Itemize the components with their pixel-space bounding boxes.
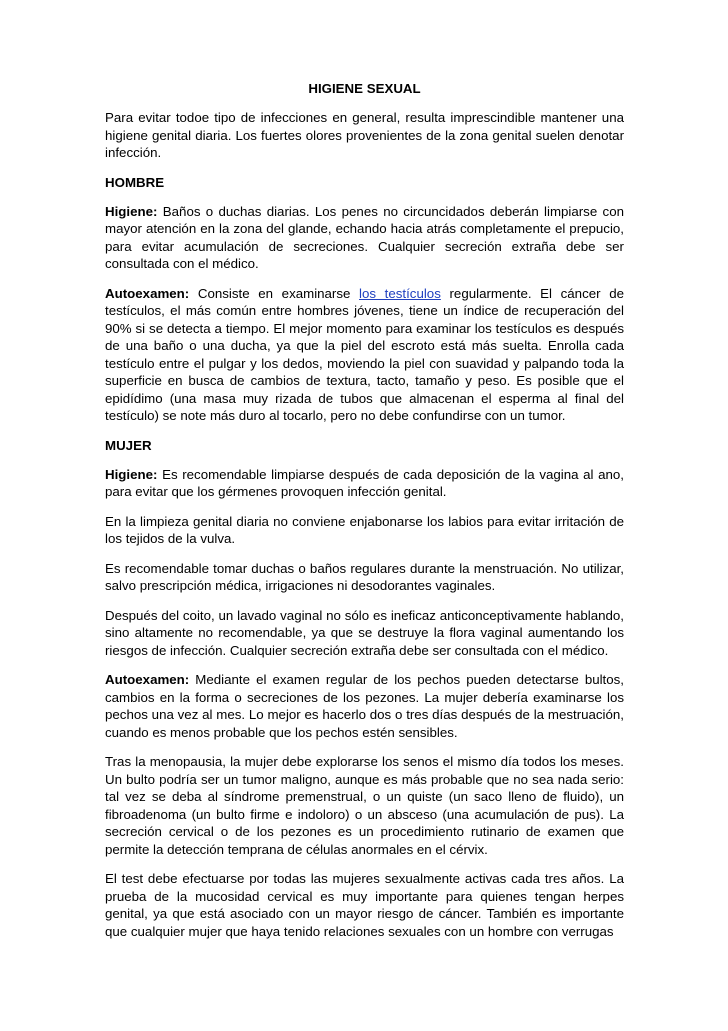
mujer-menopausia-paragraph: Tras la menopausia, la mujer debe explorarse los senos el mismo día todos los meses. Un bulto podría ser un tumor maligno, aunque es más probable que no sea nada serio: tal vez se deba al síndrome premenstrual, o un quiste (un saco lleno de fluido), un fibroadenoma (un bulto firme e indoloro) o un absceso (una acumulación de pus). La secreción cervical o de los pezones es un procedimiento rutinario de examen que permite la detección temprana de células anormales en el cérvix.	[105, 754, 624, 857]
hombre-autoexamen-paragraph	[105, 285, 624, 425]
hombre-autoexamen-text-before: Consiste en examinarse	[189, 285, 360, 301]
hombre-higiene-paragraph	[105, 203, 624, 273]
mujer-limpieza-paragraph: En la limpieza genital diaria no conviene enjabonarse los labios para evitar irritación de los tejidos de la vulva.	[105, 513, 624, 546]
mujer-test-paragraph: El test debe efectuarse por todas las mujeres sexualmente activas cada tres años. La prueba de la mucosidad cervical es muy importante para quienes tengan herpes genital, ya que está asociado con un mayor riesgo de cáncer. También es importante que cualquier mujer que haya tenido relaciones sexuales con un hombre con verrugas	[105, 871, 624, 939]
mujer-autoexamen-label: Autoexamen:	[105, 672, 190, 687]
hombre-autoexamen-label: Autoexamen:	[105, 285, 190, 301]
mujer-coito-paragraph: Después del coito, un lavado vaginal no sólo es ineficaz anticonceptivamente hablando, sino altamente no recomendable, ya que se destruye la flora vaginal aumentando los riesgos de infección. Cualquier secreción extraña debe ser consultada con el médico.	[105, 607, 624, 658]
hombre-higiene-text: Baños o duchas diarias. Los penes no circuncidados deberán limpiarse con mayor atención en la zona del glande, echando hacia atrás completamente el prepucio, para evitar acumulación de secreciones. Cualquier secreción extraña debe ser consultada con el médico.	[105, 203, 624, 271]
section-heading-hombre: HOMBRE	[105, 174, 165, 190]
testiculos-link[interactable]: los testículos	[359, 285, 441, 301]
hombre-higiene-label: Higiene:	[105, 203, 158, 219]
hombre-autoexamen-text-after: regularmente. El cáncer de testículos, el más común entre hombres jóvenes, tiene un índice de recuperación del 90% si se detecta a tiempo. El mejor momento para examinar los testículos es después de una baño o una ducha, ya que la piel del escroto está más suelta. Enrolla cada testículo entre el pulgar y los dedos, moviendo la piel con suavidad y palpando toda la superficie en busca de cambios de textura, tacto, tamaño y peso. Es posible que el epidídimo (una masa muy rizada de tubos que almacenan el esperma al final del testículo) se note más duro al tocarlo, pero no debe confundirse con un tumor.	[105, 285, 624, 423]
intro-paragraph: Para evitar todoe tipo de infecciones en general, resulta imprescindible mantener una higiene genital diaria. Los fuertes olores provenientes de la zona genital suelen denotar infección.	[105, 110, 624, 160]
mujer-higiene-paragraph	[105, 466, 624, 501]
mujer-autoexamen-text: Mediante el examen regular de los pechos pueden detectarse bultos, cambios en la forma o secreciones de los pezones. La mujer debería examinarse los pechos una vez al mes. Lo mejor es hacerlo dos o tres días después de la mestruación, cuando es menos probable que los pechos estén sensibles.	[105, 672, 624, 740]
mujer-higiene-label: Higiene:	[105, 466, 158, 482]
section-heading-mujer: MUJER	[105, 437, 152, 453]
mujer-autoexamen-paragraph	[105, 671, 624, 741]
mujer-duchas-paragraph: Es recomendable tomar duchas o baños regulares durante la menstruación. No utilizar, salvo prescripción médica, irrigaciones ni desodorantes vaginales.	[105, 560, 624, 593]
mujer-higiene-text: Es recomendable limpiarse después de cada deposición de la vagina al ano, para evitar que los gérmenes provoquen infección genital.	[105, 466, 624, 499]
document-title: HIGIENE SEXUAL	[308, 81, 421, 96]
